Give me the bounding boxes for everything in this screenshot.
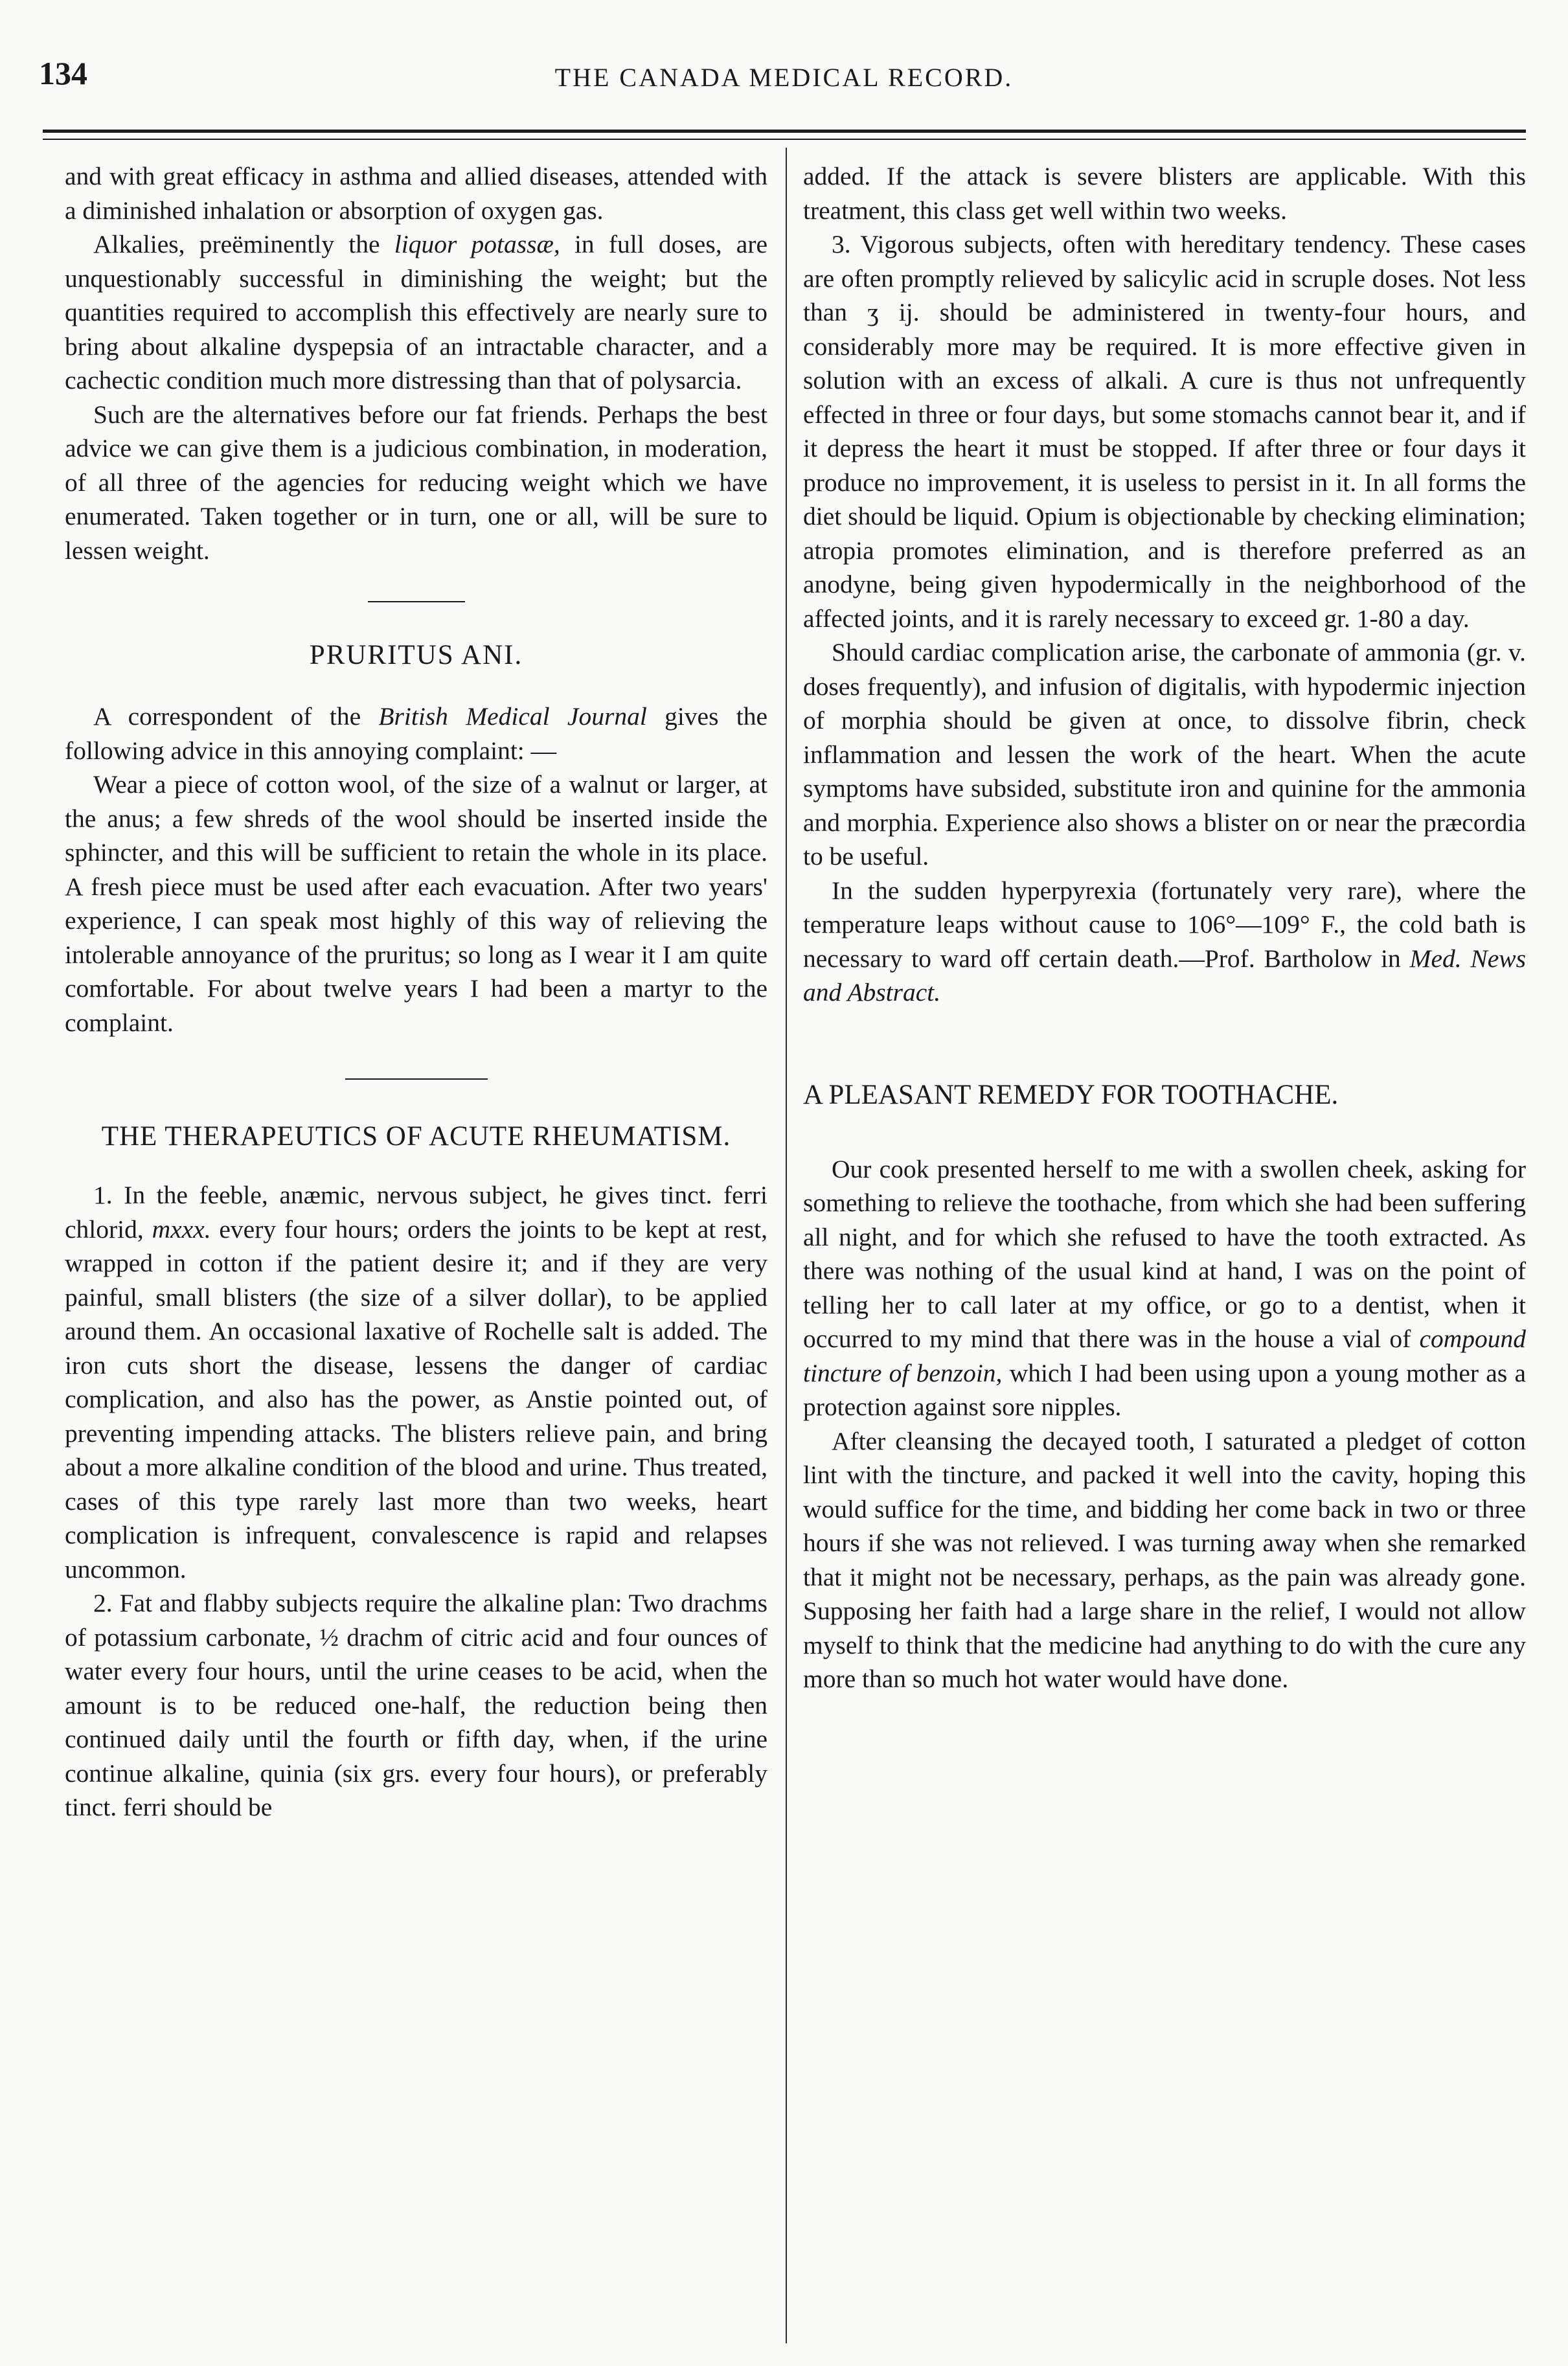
text-run: Alkalies, preëminently the: [93, 230, 394, 258]
left-column: [65, 159, 767, 2349]
text-run: in full doses, are unquestionably successful in diminishing the weight; but the quantities required to accomplish this effectively are nearly sure to bring about alkaline dyspepsia of an intractable character, and a cachectic condition much more distressing than that of polysarcia.: [65, 230, 767, 394]
italic-remedy: compound tincture of benzoin,: [803, 1325, 1526, 1387]
header-rule-thin: [43, 139, 1526, 140]
text-run: A correspondent of the: [93, 702, 379, 731]
paragraph-pruritus-intro: [65, 700, 767, 768]
italic-journal: British Medical Journal: [378, 702, 647, 731]
running-title: THE CANADA MEDICAL RECORD.: [554, 63, 1014, 92]
paragraph-continuation: added. If the attack is severe blisters are applicable. With this treatment, this class get well within two weeks.: [803, 162, 1526, 225]
paragraph-asthma: and with great efficacy in asthma and allied diseases, attended with a diminished inhalation or absorption of oxygen gas.: [65, 162, 767, 225]
text-run: Our cook presented herself to me with a swollen cheek, asking for something to relieve the toothache, from which she had been suffering all night, and for which she refused to have the tooth extracted. As there was nothing of the usual kind at hand, I was on the point of telling her to call later at my office, or go to a dentist, when it occurred to my mind that there was in the house a vial of: [803, 1154, 1526, 1353]
heading-pruritus-ani: PRURITUS ANI.: [309, 640, 523, 670]
text-run: every four hours; orders the joints to be kept at rest, wrapped in cotton if the patient desire it; and if they are very painful, small blisters (the size of a silver dollar), to be applied around them. An occasional laxative of Rochelle salt is added. The iron cuts short the disease, lessens the danger of cardiac complication, and also has the power, as Anstie pointed out, of preventing impending attacks. The blisters relieve pain, and bring about a more alkaline condition of the blood and urine. Thus treated, cases of this type rarely last more than two weeks, heart complication is infrequent, convalescence is rapid and relapses uncommon.: [65, 1214, 767, 1584]
paragraph-hyperpyrexia: [803, 874, 1526, 1010]
heading-toothache: A PLEASANT REMEDY FOR TOOTHACHE.: [803, 1079, 1339, 1110]
paragraph-alkalies: [65, 227, 767, 398]
paragraph-pruritus-body: Wear a piece of cotton wool, of the size of a walnut or larger, at the anus; a few shreds of the wool should be inserted inside the sphincter, and this will be sufficient to retain the whole in its place. A fresh piece must be used after each evacuation. After two years' experience, I can speak most highly of this way of relieving the intolerable annoyance of the pruritus; so long as I wear it I am quite comfortable. For about twelve years I had been a martyr to the complaint.: [65, 770, 767, 1037]
header-rule-thick: [43, 130, 1526, 133]
section-divider: [345, 1078, 488, 1080]
page-number: 134: [39, 55, 87, 91]
section-divider: [368, 601, 465, 602]
paragraph-item-1: [65, 1178, 767, 1586]
column-divider: [786, 148, 787, 2343]
heading-rheumatism: THE THERAPEUTICS OF ACUTE RHEUMATISM.: [101, 1121, 731, 1152]
text-run: 1. In the feeble, anæmic, nervous subject, he gives tinct. ferri chlorid,: [65, 1181, 767, 1244]
paragraph-item-3: 3. Vigorous subjects, often with hereditary tendency. These cases are often promptly relieved by salicylic acid in scruple doses. Not less than ʒ ij. should be administered in twenty-four hours, and considerably more may be required. It is more effective given in solution with an excess of alkali. A cure is thus not unfrequently effected in three or four days, but some stomachs cannot bear it, and if it depress the heart it must be stopped. If after three or four days it produce no improvement, it is useless to persist in it. In all forms the diet should be liquid. Opium is objectionable by checking elimination; atropia promotes elimination, and is therefore preferred as an anodyne, being given hypodermically in the neighborhood of the affected joints, and it is rarely necessary to exceed gr. 1-80 a day.: [803, 230, 1526, 633]
paragraph-toothache-2: After cleansing the decayed tooth, I saturated a pledget of cotton lint with the tincture, and packed it well into the cavity, hoping this would suffice for the time, and bidding her come back in two or three hours if she was not relieved. I was turning away when she remarked that it might not be necessary, perhaps, as the pain was already gone. Supposing her faith had a large share in the relief, I would not allow myself to think that the medicine had anything to do with the cure any more than so much hot water would have done.: [803, 1426, 1526, 1693]
right-column: [803, 159, 1526, 2349]
italic-source: Med. News and Abstract.: [803, 944, 1526, 1007]
italic-dose: mxxx.: [152, 1214, 211, 1244]
paragraph-cardiac: Should cardiac complication arise, the carbonate of ammonia (gr. v. doses frequently), and infusion of digitalis, with hypodermic injection of morphia should be given at once, to dissolve fibrin, check inflammation and lessen the work of the heart. When the acute symptoms have subsided, substitute iron and quinine for the ammonia and morphia. Experience also shows a blister on or near the præcordia to be useful.: [803, 638, 1526, 870]
text-run: gives the following advice in this annoying complaint: —: [65, 702, 767, 765]
paragraph-item-2: 2. Fat and flabby subjects require the alkaline plan: Two drachms of potassium carbonate, ½ drachm of citric acid and four ounces of water every four hours, until the urine ceases to be acid, when the amount is to be reduced one-half, the reduction being then continued daily until the fourth or fifth day, when, if the urine continue alkaline, quinia (six grs. every four hours), or preferably tinct. ferri should be: [65, 1589, 767, 1821]
paragraph-alternatives: Such are the alternatives before our fat friends. Perhaps the best advice we can give them is a judicious combination, in moderation, of all three of the agencies for reducing weight which we have enumerated. Taken together or in turn, one or all, will be sure to lessen weight.: [65, 400, 767, 565]
italic-term: liquor potassæ,: [394, 230, 560, 258]
text-run: In the sudden hyperpyrexia (fortunately very rare), where the temperature leaps without cause to 106°—109° F., the cold bath is necessary to ward off certain death.—Prof. Bartholow in: [803, 876, 1526, 973]
text-run: which I had been using upon a young mother as a protection against sore nipples.: [803, 1358, 1526, 1421]
paragraph-toothache-1: [803, 1152, 1526, 1424]
